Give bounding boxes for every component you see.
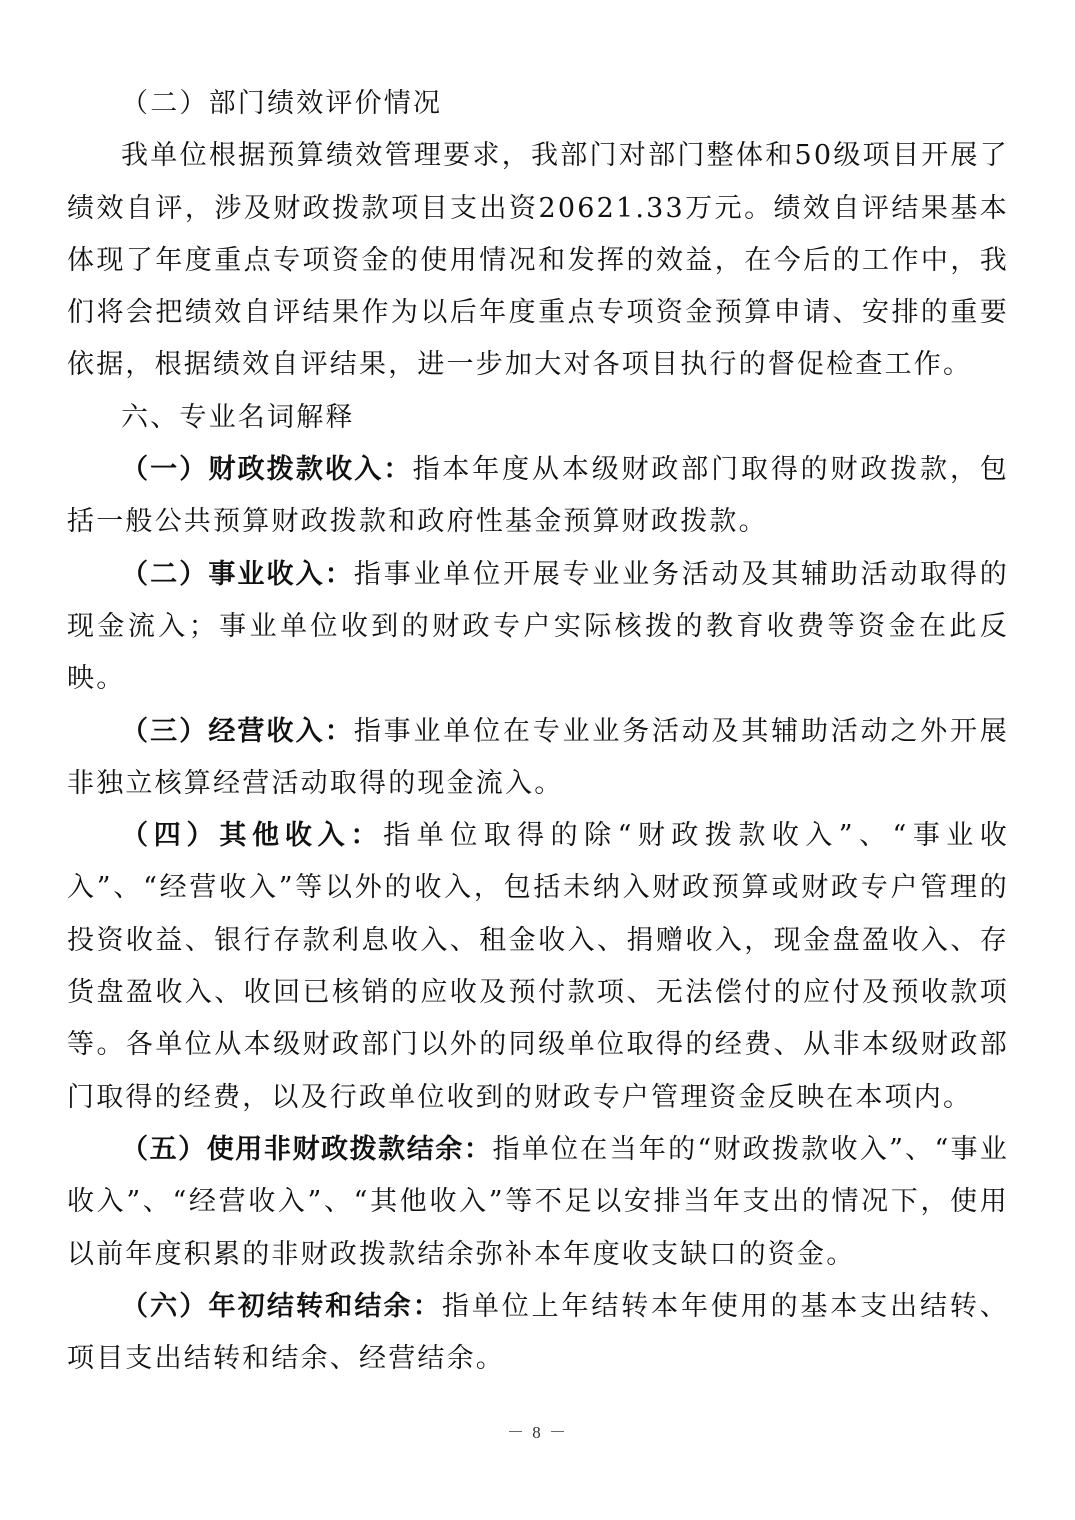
glossary-definition: 指本年度从本级财政部门取得的财政拨款，包括一般公共预算财政拨款和政府性基金预算财政拨款。 (67, 454, 1010, 538)
glossary-term: （四）其他收入： (121, 820, 384, 852)
section-heading-glossary: 六、专业名词解释 (121, 401, 355, 433)
glossary-definition: 指单位上年结转本年使用的基本支出结转、项目支出结转和结余、经营结余。 (67, 1290, 1009, 1375)
glossary-item-beginning-carryover (67, 1281, 1009, 1386)
glossary-term: （五）使用非财政拨款结余： (121, 1133, 493, 1165)
glossary-item-non-fiscal-balance-use (67, 1124, 1009, 1281)
glossary-definition: 指单位取得的除“财政拨款收入”、“事业收入”、“经营收入”等以外的收入，包括未纳入财政预算或财政专户管理的投资收益、银行存款利息收入、租金收入、捐赠收入，现金盘盈收入、存货盘盈收入、收回已核销的应收及预付款项、无法偿付的应付及预收款项等。各单位从本级财政部门以外的同级单位取得的经费、从非本级财政部门取得的经费，以及行政单位收到的财政专户管理资金反映在本项内。 (67, 820, 1009, 1113)
section-heading-performance-evaluation: （二）部门绩效评价情况 (121, 88, 443, 119)
glossary-item-other-income (67, 810, 1009, 1124)
glossary-definition: 指事业单位开展专业业务活动及其辅助活动取得的现金流入；事业单位收到的财政专户实际核拨的教育收费等资金在此反映。 (67, 558, 1009, 695)
glossary-item-business-income (67, 549, 1009, 706)
glossary-term: （二）事业收入： (121, 558, 354, 590)
page-number: － 8 － (507, 1423, 568, 1442)
glossary-term: （一）财政拨款收入： (121, 454, 413, 486)
glossary-term: （三）经营收入： (121, 715, 354, 747)
glossary-definition: 指事业单位在专业业务活动及其辅助活动之外开展非独立核算经营活动取得的现金流入。 (67, 715, 1009, 799)
glossary-item-operating-income (67, 706, 1009, 811)
performance-evaluation-paragraph: 我单位根据预算绩效管理要求，我部门对部门整体和50级项目开展了绩效自评，涉及财政拨款项目支出资20621.33万元。绩效自评结果基本体现了年度重点专项资金的使用情况和发挥的效益，在今后的工作中，我们将会把绩效自评结果作为以后年度重点专项资金预算申请、安排的重要依据，根据绩效自评结果，进一步加大对各项目执行的督促检查工作。 (67, 140, 1009, 381)
glossary-definition: 指单位在当年的“财政拨款收入”、“事业收入”、“经营收入”、“其他收入”等不足以安排当年支出的情况下，使用以前年度积累的非财政拨款结余弥补本年度收支缺口的资金。 (67, 1133, 1010, 1270)
glossary-term: （六）年初结转和结余： (121, 1290, 442, 1322)
glossary-item-fiscal-appropriation-income (67, 444, 1009, 549)
page-content (67, 78, 1009, 1385)
